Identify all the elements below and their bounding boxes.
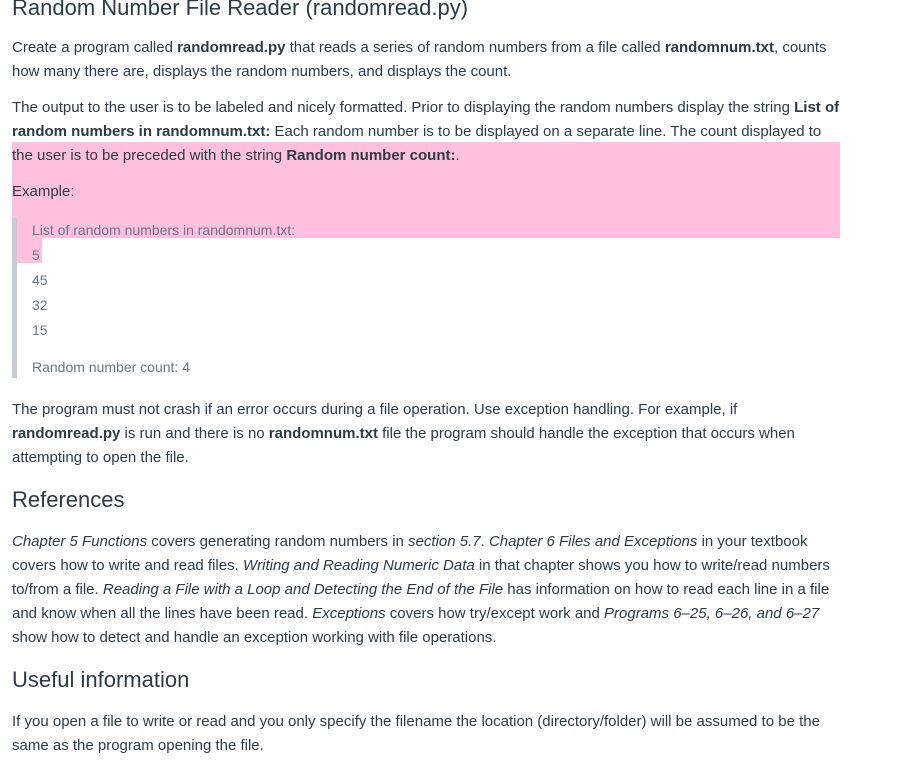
reference-title: Chapter 6 Files and Exceptions	[488, 533, 698, 550]
example-number: 15	[32, 322, 48, 338]
text: has information on how to read each line in a file and know when all the lines have been read.	[12, 581, 830, 622]
reference-title: Exceptions	[312, 605, 386, 622]
example-output-block	[12, 218, 832, 378]
text: The program must not crash if an error occurs during a file operation. Use exception handling. For example, if	[12, 401, 738, 418]
reference-title: Programs 6–25, 6–26, and 6–27	[604, 605, 820, 622]
example-header: List of random numbers in randomnum.txt:	[32, 222, 296, 238]
text: is run and there is no	[120, 425, 269, 442]
text: file the program should handle the exception that occurs when attempting to open the file.	[12, 425, 795, 466]
example-number: 5	[32, 247, 40, 263]
list-label-string: List of random numbers in randomnum.txt:	[12, 99, 840, 140]
page-title: Random Number File Reader (randomread.py)	[12, 0, 469, 20]
text: covers generating random numbers in	[147, 533, 409, 550]
useful-information-paragraph: If you open a file to write or read and you only specify the filename the location (directory/folder) will be assumed to be the same as the program opening the file.	[12, 713, 820, 754]
references-heading: References	[12, 487, 125, 512]
example-number: 45	[32, 272, 48, 288]
count-label-string: Random number count:	[286, 147, 456, 164]
program-name: randomread.py	[12, 425, 121, 442]
references-paragraph	[12, 530, 840, 650]
text: Each random number is to be displayed on a separate line. The count displayed to the user is to be preceded with the string	[12, 123, 822, 164]
exception-paragraph	[12, 398, 840, 470]
program-name: randomread.py	[177, 39, 286, 56]
example-count: Random number count: 4	[32, 359, 190, 375]
text: covers how try/except work and	[385, 605, 605, 622]
intro-paragraph	[12, 36, 840, 84]
output-paragraph	[12, 96, 840, 168]
text: show how to detect and handle an exception working with file operations.	[12, 629, 497, 646]
reference-title: Reading a File with a Loop and Detecting the End of the File	[102, 581, 504, 598]
text: .	[455, 147, 460, 164]
text: .	[480, 533, 489, 550]
reference-title: Writing and Reading Numeric Data	[242, 557, 475, 574]
file-name: randomnum.txt	[268, 425, 378, 442]
reference-title: Chapter 5 Functions	[12, 533, 148, 550]
text: The output to the user is to be labeled and nicely formatted. Prior to displaying the random numbers display the string	[12, 99, 795, 116]
example-label: Example:	[12, 183, 75, 200]
text: in your textbook covers how to write and read files.	[12, 533, 808, 574]
useful-information-heading: Useful information	[12, 667, 190, 692]
reference-title: section 5.7	[408, 533, 481, 550]
text: in that chapter shows you how to write/read numbers to/from a file.	[12, 557, 830, 598]
text: Create a program called	[12, 39, 178, 56]
text: that reads a series of random numbers from a file called	[285, 39, 665, 56]
example-number: 32	[32, 297, 48, 313]
text: , counts how many there are, displays the random numbers, and displays the count.	[12, 39, 827, 80]
file-name: randomnum.txt	[664, 39, 774, 56]
